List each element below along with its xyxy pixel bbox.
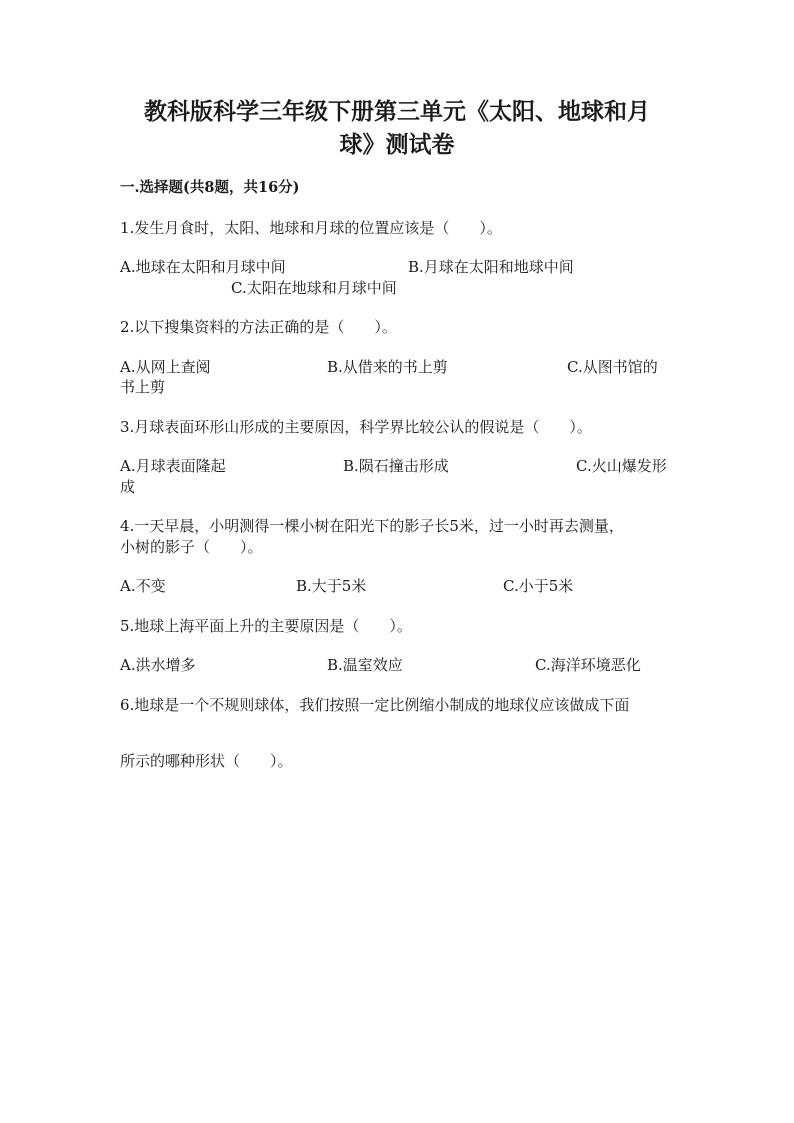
- question-1-option-a: A.地球在太阳和月球中间: [120, 258, 286, 276]
- question-3-stem: 3.月球表面环形山形成的主要原因，科学界比较公认的假说是（ ）。: [120, 418, 592, 436]
- question-2-option-c: C.从图书馆的: [567, 358, 658, 376]
- question-3-option-a: A.月球表面隆起: [120, 457, 226, 475]
- question-5-option-b: B.温室效应: [327, 656, 403, 674]
- page-title-line-1: 教科版科学三年级下册第三单元《太阳、地球和月: [144, 98, 650, 125]
- question-6-stem-wrap: 所示的哪种形状（ ）。: [120, 752, 293, 770]
- question-5-option-a: A.洪水增多: [120, 656, 196, 674]
- question-2-option-a: A.从网上查阅: [120, 358, 211, 376]
- question-2-option-b: B.从借来的书上剪: [327, 358, 448, 376]
- question-3-option-b: B.陨石撞击形成: [343, 457, 449, 475]
- page-title-line-2: 球》测试卷: [339, 131, 455, 158]
- question-1-stem: 1.发生月食时，太阳、地球和月球的位置应该是（ ）。: [120, 219, 502, 237]
- question-1-option-c: C.太阳在地球和月球中间: [231, 279, 397, 297]
- question-6-stem: 6.地球是一个不规则球体，我们按照一定比例缩小制成的地球仪应该做成下面: [120, 696, 630, 714]
- question-5-stem: 5.地球上海平面上升的主要原因是（ ）。: [120, 617, 412, 635]
- question-4-option-c: C.小于5米: [503, 577, 574, 595]
- question-4-option-b: B.大于5米: [296, 577, 367, 595]
- question-3-option-c: C.火山爆发形: [576, 457, 667, 475]
- question-3-option-c-wrap: 成: [120, 478, 136, 496]
- question-1-option-b: B.月球在太阳和地球中间: [408, 258, 574, 276]
- question-5-option-c: C.海洋环境恶化: [535, 656, 641, 674]
- question-4-option-a: A.不变: [120, 577, 166, 595]
- question-2-option-c-wrap: 书上剪: [120, 378, 166, 396]
- question-4-stem: 4.一天早晨，小明测得一棵小树在阳光下的影子长5米，过一小时再去测量，: [120, 517, 624, 535]
- question-2-stem: 2.以下搜集资料的方法正确的是（ ）。: [120, 318, 397, 336]
- section-heading: 一.选择题(共8题，共16分): [120, 179, 300, 196]
- question-4-stem-wrap: 小树的影子（ ）。: [120, 538, 263, 556]
